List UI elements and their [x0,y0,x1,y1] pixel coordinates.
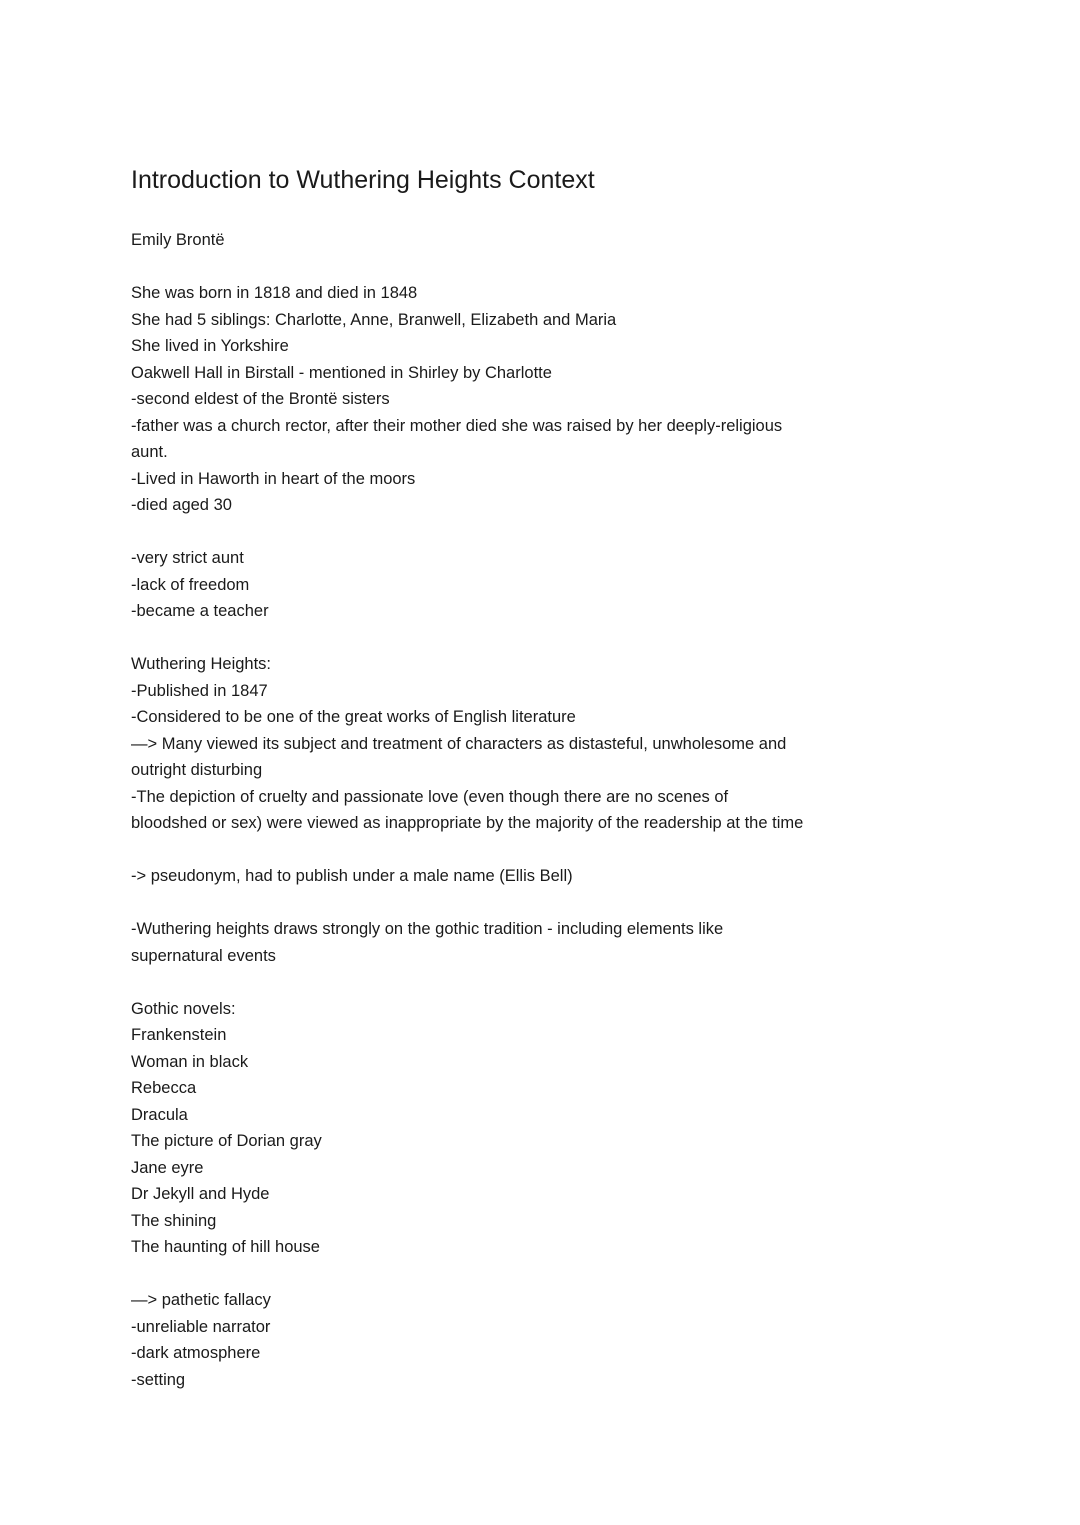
text-line: She was born in 1818 and died in 1848 [131,284,418,302]
text-line: Wuthering Heights: [131,655,272,673]
text-line: -died aged 30 [131,496,232,514]
text-line: -lack of freedom [131,575,250,594]
text-line: -second eldest of the Brontë sisters [131,390,390,408]
text-line: Frankenstein [131,1026,227,1044]
text-line: supernatural events [131,946,276,965]
text-line: Dracula [131,1105,188,1124]
paragraph [131,863,950,890]
text-line: Emily Brontë [131,231,225,249]
text-line: outright disturbing [131,761,263,779]
text-line: —> Many viewed its subject and treatment of characters as distasteful, unwholesome and [131,734,787,753]
text-line: -Lived in Haworth in heart of the moors [131,469,416,488]
text-line: The shining [131,1211,217,1230]
text-line: -> pseudonym, had to publish under a male name (Ellis Bell) [131,867,573,885]
text-line: Oakwell Hall in Birstall - mentioned in Shirley by Charlotte [131,363,552,382]
paragraph [131,227,950,254]
text-line: Gothic novels: [131,999,236,1018]
paragraph [131,916,950,969]
text-line: Jane eyre [131,1158,204,1177]
text-line: -became a teacher [131,602,269,620]
text-line: -setting [131,1370,186,1389]
text-line: -The depiction of cruelty and passionate love (even though there are no scenes of [131,787,729,806]
text-line: Dr Jekyll and Hyde [131,1185,270,1203]
text-line: -Considered to be one of the great works of English literature [131,708,576,726]
text-line: The haunting of hill house [131,1238,320,1256]
text-line: She lived in Yorkshire [131,337,289,355]
text-line: —> pathetic fallacy [131,1291,271,1309]
document-title: Introduction to Wuthering Heights Context [131,166,595,194]
text-line: Rebecca [131,1079,197,1097]
text-line: -unreliable narrator [131,1317,271,1336]
text-line: The picture of Dorian gray [131,1132,322,1150]
text-line: -Wuthering heights draws strongly on the gothic tradition - including elements like [131,920,724,938]
paragraph [131,1287,950,1393]
text-line: She had 5 siblings: Charlotte, Anne, Branwell, Elizabeth and Maria [131,310,617,329]
text-line: bloodshed or sex) were viewed as inappropriate by the majority of the readership at the time [131,814,804,832]
text-line: -very strict aunt [131,549,244,567]
document-body [131,227,950,1393]
text-line: -dark atmosphere [131,1344,261,1362]
paragraph [131,545,950,625]
text-line: aunt. [131,443,168,461]
text-line: -father was a church rector, after their mother died she was raised by her deeply-religious [131,416,783,435]
paragraph [131,651,950,837]
paragraph [131,996,950,1261]
text-line: -Published in 1847 [131,681,268,700]
paragraph [131,280,950,519]
text-line: Woman in black [131,1052,249,1071]
